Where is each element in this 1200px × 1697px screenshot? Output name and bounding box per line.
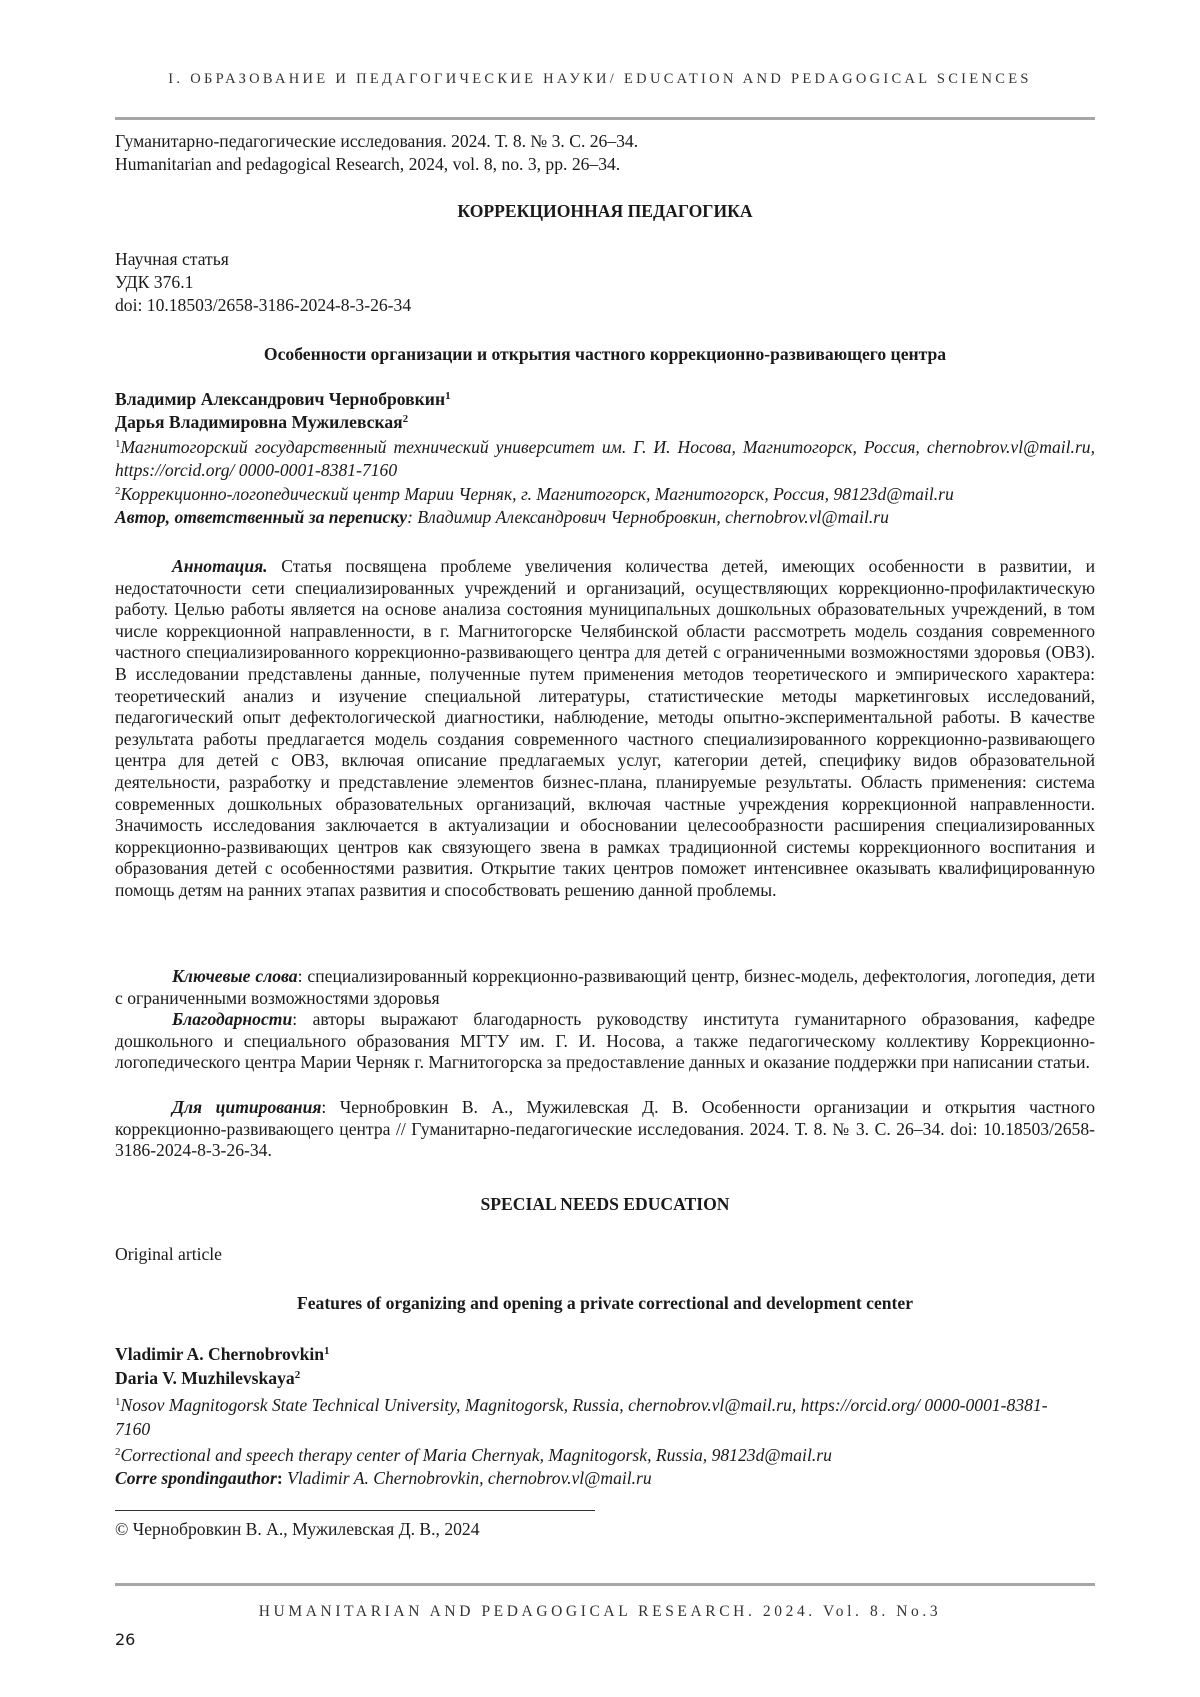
doi: doi: 10.18503/2658-3186-2024-8-3-26-34	[115, 294, 1095, 316]
corresponding-author-en: Corre spondingauthor: Vladimir A. Chernobrovkin, chernobrov.vl@mail.ru	[115, 1467, 1095, 1489]
running-header: I. ОБРАЗОВАНИЕ И ПЕДАГОГИЧЕСКИЕ НАУКИ/ EDUCATION AND PEDAGOGICAL SCIENCES	[0, 71, 1200, 88]
affiliation-2-ru: 2Коррекционно-логопедический центр Марии Черняк, г. Магнитогорск, Магнитогорск, Россия, 98123d@mail.ru	[115, 483, 1095, 505]
article-title-ru: Особенности организации и открытия частного коррекционно-развивающего центра	[115, 343, 1095, 365]
udc: УДК 376.1	[115, 271, 1095, 293]
article-type-ru: Научная статья	[115, 248, 1095, 270]
footer-divider	[115, 1583, 1095, 1586]
citation-en: Humanitarian and pedagogical Research, 2024, vol. 8, no. 3, pp. 26–34.	[115, 153, 1095, 175]
page-number: 26	[115, 1630, 135, 1649]
author-2-en: Daria V. Muzhilevskaya2	[115, 1367, 1095, 1389]
journal-footer: HUMANITARIAN AND PEDAGOGICAL RESEARCH. 2024. Vol. 8. No.3	[0, 1603, 1200, 1621]
affiliation-1-en: 1Nosov Magnitogorsk State Technical University, Magnitogorsk, Russia, chernobrov.vl@mail.ru, https://orcid.org/ 0000-0001-8381-7160	[115, 1393, 1065, 1441]
article-type-en: Original article	[115, 1243, 1095, 1265]
corresponding-author-ru: Автор, ответственный за переписку: Владимир Александрович Чернобровкин, chernobrov.vl@mail.ru	[115, 506, 1095, 528]
section-title-ru: КОРРЕКЦИОННАЯ ПЕДАГОГИКА	[115, 200, 1095, 222]
author-1-en: Vladimir A. Chernobrovkin1	[115, 1343, 1095, 1365]
affiliation-2-en: 2Correctional and speech therapy center of Maria Chernyak, Magnitogorsk, Russia, 98123d@mail.ru	[115, 1444, 1095, 1466]
author-2-ru: Дарья Владимировна Мужилевская2	[115, 411, 1095, 433]
footnote-separator	[115, 1510, 595, 1511]
citation-ru: Гуманитарно-педагогические исследования. 2024. Т. 8. № 3. С. 26–34.	[115, 130, 1095, 152]
header-divider	[115, 117, 1095, 120]
abstract-ru: Аннотация. Статья посвящена проблеме увеличения количества детей, имеющих особенности в развитии, и недостаточности сети специализированных учреждений и организаций, осуществляющих коррекционно-профилактическую работу. Целью работы является на основе анализа состояния муниципальных дошкольных образовательных учреждений, в том числе коррекционной направленности, в г. Магнитогорске Челябинской области рассмотреть модель создания современного частного специализированного коррекционно-развивающего центра для детей с ограниченными возможностями здоровья (ОВЗ). В исследовании представлены данные, полученные путем применения методов теоретического и эмпирического характера: теоретический анализ и изучение специальной литературы, статистические методы маркетинговых исследований, педагогический опыт дефектологической диагностики, наблюдение, методы опытно-экспериментальной работы. В качестве результата работы предлагается модель создания современного частного специализированного коррекционно-развивающего центра для детей с ОВЗ, включая описание предлагаемых услуг, категории детей, специфику видов образовательной деятельности, разработку и представление элементов бизнес-плана, планируемые результаты. Область применения: система современных дошкольных образовательных организаций, включая частные учреждения коррекционной направленности. Значимость исследования заключается в актуализации и обосновании целесообразности расширения специализированных коррекционно-развивающих центров как связующего звена в рамках традиционной системы коррекционного воспитания и образования детей с особенностями развития. Открытие таких центров поможет интенсивнее оказывать квалифицированную помощь детям на ранних этапах развития и способствовать решению данной проблемы.	[115, 556, 1095, 902]
copyright-line: © Чернобровкин В. А., Мужилевская Д. В., 2024	[115, 1518, 1095, 1540]
keywords-ru: Ключевые слова: специализированный коррекционно-развивающий центр, бизнес-модель, дефектология, логопедия, дети с ограниченными возможностями здоровья	[115, 966, 1095, 1009]
section-title-en: SPECIAL NEEDS EDUCATION	[115, 1193, 1095, 1215]
affiliation-1-ru: 1Магнитогорский государственный технический университет им. Г. И. Носова, Магнитогорск, Россия, chernobrov.vl@mail.ru, https://orcid.org/ 0000-0001-8381-7160	[115, 436, 1095, 482]
article-title-en: Features of organizing and opening a private correctional and development center	[115, 1292, 1095, 1314]
acknowledgements-ru: Благодарности: авторы выражают благодарность руководству института гуманитарного образования, кафедре дошкольного и специального образования МГТУ им. Г. И. Носова, а также педагогическому коллективу Коррекционно-логопедического центра Марии Черняк г. Магнитогорска за предоставление данных и оказание поддержки при написании статьи.	[115, 1009, 1095, 1074]
author-1-ru: Владимир Александрович Чернобровкин1	[115, 388, 1095, 410]
how-to-cite-ru: Для цитирования: Чернобровкин В. А., Мужилевская Д. В. Особенности организации и открытия частного коррекционно-развивающего центра // Гуманитарно-педагогические исследования. 2024. Т. 8. № 3. С. 26–34. doi: 10.18503/2658-3186-2024-8-3-26-34.	[115, 1097, 1095, 1162]
